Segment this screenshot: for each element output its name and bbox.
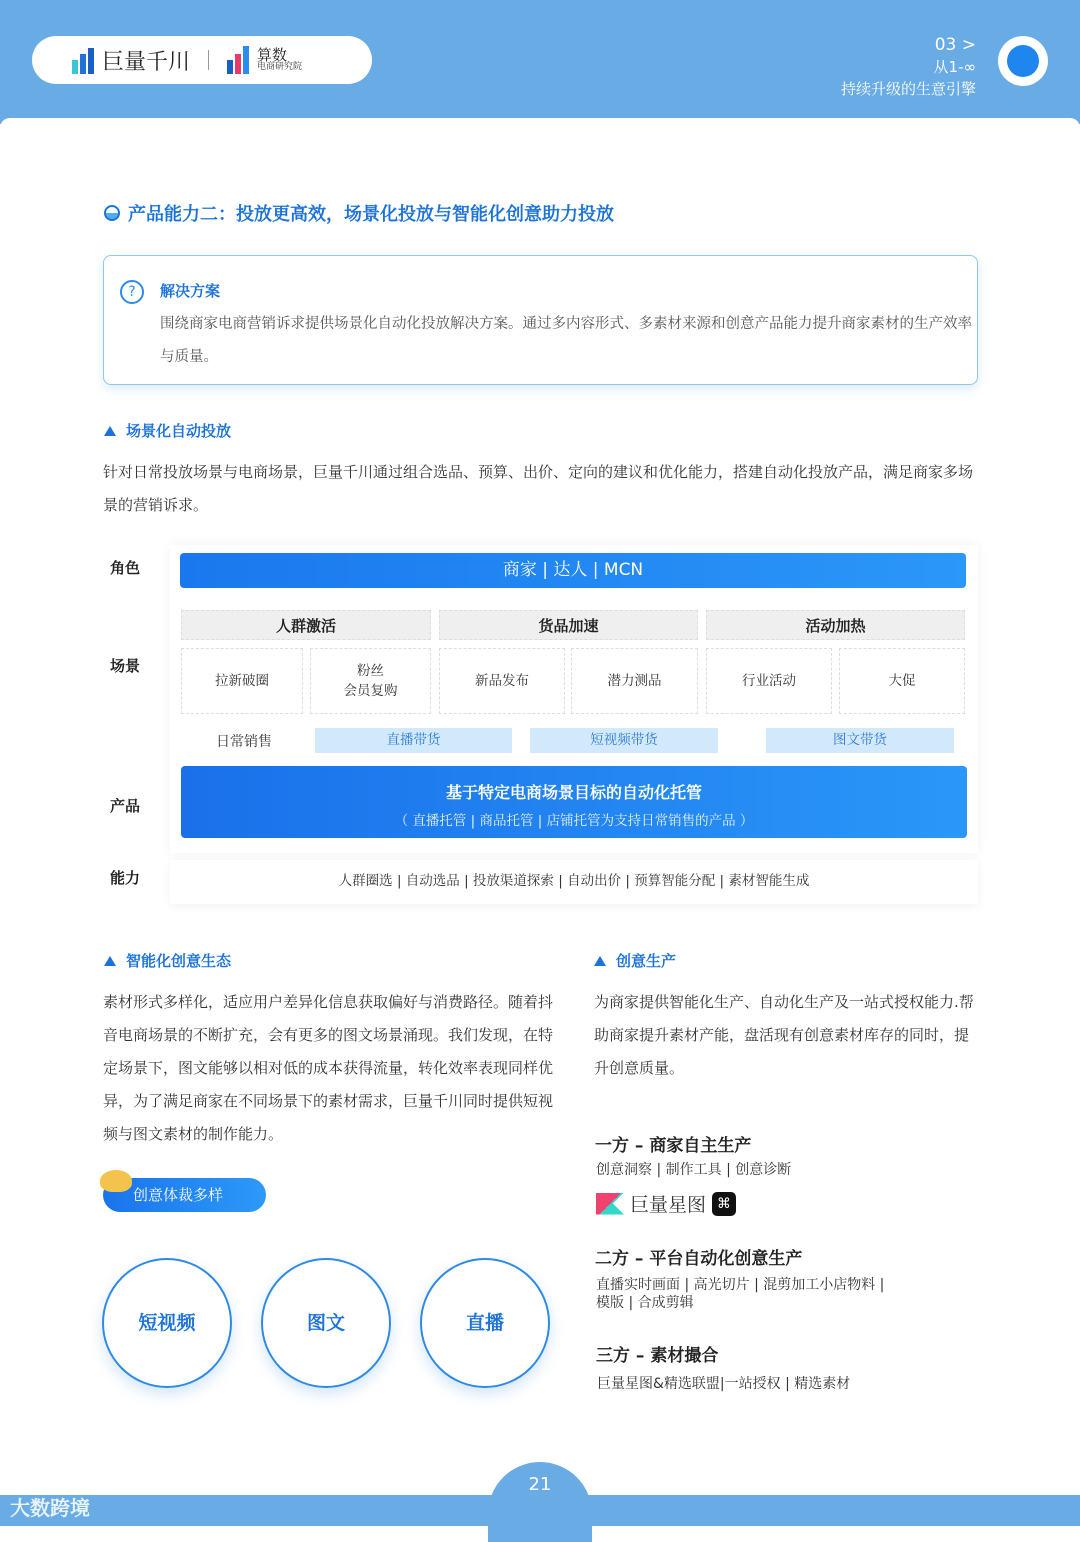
scene-cell: 拉新破圈: [181, 648, 303, 714]
logo-divider: [208, 50, 209, 70]
suanshu-logo-icon: [227, 46, 249, 74]
chapter-sub: 从1-∞: [933, 58, 976, 76]
party-title: 三方 – 素材撮合: [596, 1346, 719, 1366]
page-sheet: [0, 118, 1080, 138]
triangle-icon: [594, 956, 606, 966]
party-desc: 创意洞察 | 制作工具 | 创意诊断: [596, 1162, 792, 1178]
row-label: 能力: [110, 869, 141, 887]
scene-cell: 粉丝 会员复购: [310, 648, 431, 714]
page-title-text: 产品能力二：投放更高效，场景化投放与智能化创意助力投放: [128, 204, 614, 225]
solution-box: [103, 255, 978, 385]
watermark: 大数跨境: [10, 1496, 90, 1520]
chapter-info: [841, 34, 976, 100]
row-label: 角色: [110, 559, 141, 577]
globe-icon: [104, 205, 120, 221]
role-bar: 商家 | 达人 | MCN: [180, 553, 966, 588]
xingtu-logo-text: 巨量星图: [630, 1194, 707, 1216]
scene-group: 活动加热: [706, 610, 965, 640]
product-bar: [181, 766, 967, 838]
daily-label: 日常销售: [216, 734, 272, 750]
logo-qianchuan: 巨量千川: [102, 49, 191, 75]
scene-cell: 新品发布: [439, 648, 565, 714]
genre-pill: 创意体裁多样: [103, 1178, 266, 1212]
product-sub: （ 直播托管 | 商品托管 | 店铺托管为支持日常销售的产品 ）: [394, 813, 754, 829]
ability-bar: 人群圈选 | 自动选品 | 投放渠道探索 | 自动出价 | 预算智能分配 | 素材智能生成: [170, 860, 978, 904]
section-heading-text: 场景化自动投放: [126, 422, 232, 440]
qianchuan-logo-icon: [72, 46, 94, 74]
scene-cell: 潜力测品: [571, 648, 698, 714]
party-title: 二方 – 平台自动化创意生产: [595, 1249, 803, 1269]
party-title: 一方 – 商家自主生产: [595, 1136, 752, 1156]
logo-pill: [32, 36, 372, 84]
page-number: 21: [488, 1462, 592, 1542]
solution-heading: 解决方案: [160, 282, 221, 300]
capcut-logo-icon: ⌘: [712, 1192, 736, 1216]
logo-suanshu-sub: 电商研究院: [257, 62, 303, 72]
chapter-number: 03 >: [934, 35, 976, 55]
party-desc: 直播实时画面 | 高光切片 | 混剪加工小店物料 | 模版 | 合成剪辑: [596, 1277, 885, 1311]
section-heading: [104, 420, 231, 441]
genre-circle: 短视频: [102, 1258, 232, 1388]
section-body: 针对日常投放场景与电商场景，巨量千川通过组合选品、预算、出价、定向的建议和优化能力，搭建自动化投放产品，满足商家多场景的营销诉求。: [103, 463, 974, 514]
party-desc: 巨量星图&精选联盟|一站授权 | 精选素材: [597, 1376, 851, 1392]
daily-item: 短视频带货: [530, 728, 718, 753]
chapter-dot-icon: [998, 36, 1048, 86]
section-heading: [594, 950, 676, 971]
partner-logos: [596, 1190, 736, 1217]
section-heading-text: 智能化创意生态: [126, 952, 232, 970]
solution-body: 围绕商家电商营销诉求提供场景化自动化投放解决方案。通过多内容形式、多素材来源和创意产品能力提升商家素材的生产效率与质量。: [160, 316, 972, 365]
scene-cell: 行业活动: [706, 648, 832, 714]
row-label: 产品: [110, 797, 141, 815]
daily-item: 图文带货: [766, 728, 954, 753]
section-heading-text: 创意生产: [616, 952, 677, 970]
product-title: 基于特定电商场景目标的自动化托管: [445, 783, 702, 802]
daily-item: 直播带货: [315, 728, 512, 753]
triangle-icon: [104, 956, 116, 966]
xingtu-logo-icon: [596, 1193, 624, 1215]
section-heading: [104, 950, 231, 971]
triangle-icon: [104, 426, 116, 436]
logo-suanshu: 算数: [257, 46, 288, 64]
genre-circle: 图文: [261, 1258, 391, 1388]
row-label: 场景: [110, 657, 141, 675]
question-icon: ?: [120, 280, 144, 304]
section-body: 素材形式多样化，适应用户差异化信息获取偏好与消费路径。随着抖音电商场景的不断扩充，会有更多的图文场景涌现。我们发现，在特定场景下，图文能够以相对低的成本获得流量，转化效率表现同样优异，为了满足商家在不同场景下的素材需求，巨量千川同时提供短视频与图文素材的制作能力。: [103, 993, 554, 1143]
chapter-title: 持续升级的生意引擎: [840, 80, 976, 98]
scene-cell: 大促: [839, 648, 965, 714]
scene-group: 人群激活: [181, 610, 431, 640]
genre-circle: 直播: [420, 1258, 550, 1388]
section-body: 为商家提供智能化生产、自动化生产及一站式授权能力.帮助商家提升素材产能，盘活现有创意素材库存的同时，提升创意质量。: [594, 993, 974, 1077]
mascot-icon: [100, 1170, 132, 1192]
page-title: [104, 200, 614, 226]
scene-group: 货品加速: [439, 610, 698, 640]
